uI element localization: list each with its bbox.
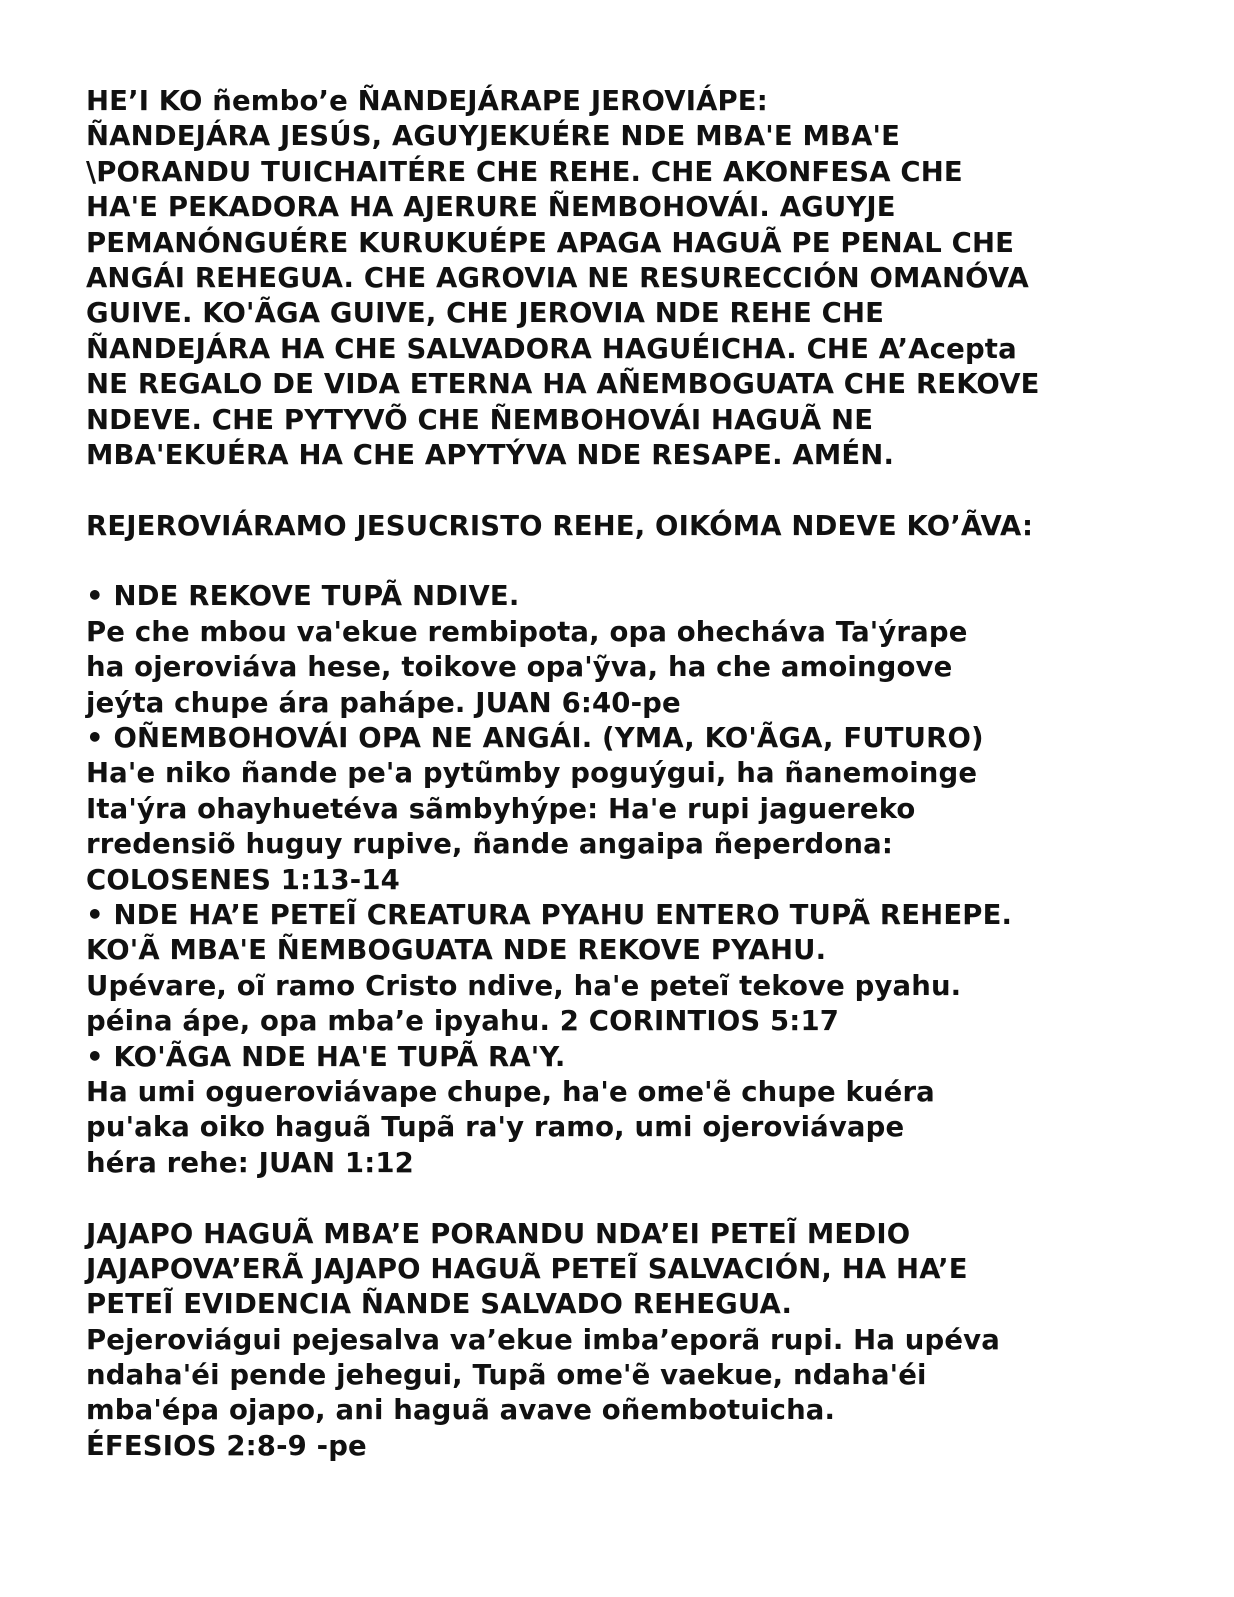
section-heading	[86, 509, 1206, 544]
prayer-line: ANGÁI REHEGUA. CHE AGROVIA NE RESURECCIÓN OMANÓVA	[86, 261, 1029, 294]
prayer-line: MBA'EKUÉRA HA CHE APYTÝVA NDE RESAPE. AMÉN.	[86, 438, 895, 471]
list-item-text: héra rehe: JUAN 1:12	[86, 1146, 414, 1179]
prayer-line: ÑANDEJÁRA HA CHE SALVADORA HAGUÉICHA. CHE A’Acepta	[86, 332, 1017, 365]
list-item-text: Pe che mbou va'ekue rembipota, opa ohecháva Ta'ýrape	[86, 615, 968, 648]
list-item-text: COLOSENES 1:13-14	[86, 863, 400, 896]
list-item-text: Ha'e niko ñande pe'a pytũmby poguýgui, ha ñanemoinge	[86, 757, 978, 790]
list-item-text: KO'Ã MBA'E ÑEMBOGUATA NDE REKOVE PYAHU.	[86, 934, 827, 967]
blank-line	[86, 473, 1206, 508]
closing-line: Pejeroviágui pejesalva va’ekue imba’eporã rupi. Ha upéva	[86, 1323, 1000, 1356]
list-item-title: • KO'ÃGA NDE HA'E TUPÃ RA'Y.	[86, 1040, 566, 1073]
closing-line: ÉFESIOS 2:8-9 -pe	[86, 1429, 367, 1462]
prayer-line: GUIVE. KO'ÃGA GUIVE, CHE JEROVIA NDE REHE CHE	[86, 297, 885, 330]
list-item-text: Ita'ýra ohayhuetéva sãmbyhýpe: Ha'e rupi jaguereko	[86, 792, 916, 825]
closing-line: ndaha'éi pende jehegui, Tupã ome'ẽ vaekue, ndaha'éi	[86, 1359, 927, 1392]
closing-line: JAJAPO HAGUÃ MBA’E PORANDU NDA’EI PETEĨ MEDIO	[86, 1217, 911, 1250]
prayer-line: HA'E PEKADORA HA AJERURE ÑEMBOHOVÁI. AGUYJE	[86, 191, 896, 224]
list-item-text: rredensiõ huguy rupive, ñande angaipa ñeperdona:	[86, 828, 893, 861]
list-item-title: • NDE HA’E PETEĨ CREATURA PYAHU ENTERO TUPÃ REHEPE.	[86, 898, 1013, 931]
benefits-list	[86, 579, 1206, 1181]
prayer-line: NDEVE. CHE PYTYVÕ CHE ÑEMBOHOVÁI HAGUÃ NE	[86, 403, 874, 436]
list-item-text: pu'aka oiko haguã Tupã ra'y ramo, umi ojeroviávape	[86, 1111, 905, 1144]
list-item-text: péina ápe, opa mba’e ipyahu. 2 CORINTIOS 5:17	[86, 1005, 840, 1038]
prayer-line: PEMANÓNGUÉRE KURUKUÉPE APAGA HAGUÃ PE PENAL CHE	[86, 226, 1015, 259]
list-item-text: ha ojeroviáva hese, toikove opa'ỹva, ha che amoingove	[86, 651, 953, 684]
document-page	[86, 84, 1206, 1464]
list-item-title: • OÑEMBOHOVÁI OPA NE ANGÁI. (YMA, KO'ÃGA, FUTURO)	[86, 722, 984, 755]
closing-line: PETEĨ EVIDENCIA ÑANDE SALVADO REHEGUA.	[86, 1288, 793, 1321]
closing-paragraph	[86, 1217, 1206, 1465]
list-item-title: • NDE REKOVE TUPÃ NDIVE.	[86, 580, 520, 613]
closing-line: mba'épa ojapo, ani haguã avave oñembotuicha.	[86, 1394, 836, 1427]
list-item-text: Upévare, oĩ ramo Cristo ndive, ha'e peteĩ tekove pyahu.	[86, 969, 962, 1002]
closing-line: JAJAPOVA’ERÃ JAJAPO HAGUÃ PETEĨ SALVACIÓN, HA HA’E	[86, 1252, 968, 1285]
prayer-line: \PORANDU TUICHAITÉRE CHE REHE. CHE AKONFESA CHE	[86, 155, 963, 188]
prayer-paragraph	[86, 84, 1206, 473]
prayer-line: HE’I KO ñembo’e ÑANDEJÁRAPE JEROVIÁPE:	[86, 85, 768, 117]
list-item-text: Ha umi ogueroviávape chupe, ha'e ome'ẽ chupe kuéra	[86, 1075, 935, 1108]
blank-line	[86, 1181, 1206, 1216]
blank-line	[86, 544, 1206, 579]
heading-text: REJEROVIÁRAMO JESUCRISTO REHE, OIKÓMA NDEVE KO’ÃVA:	[86, 509, 1034, 542]
prayer-line: ÑANDEJÁRA JESÚS, AGUYJEKUÉRE NDE MBA'E MBA'E	[86, 120, 901, 153]
prayer-line: NE REGALO DE VIDA ETERNA HA AÑEMBOGUATA CHE REKOVE	[86, 368, 1040, 401]
list-item-text: jeýta chupe ára pahápe. JUAN 6:40-pe	[86, 686, 681, 719]
